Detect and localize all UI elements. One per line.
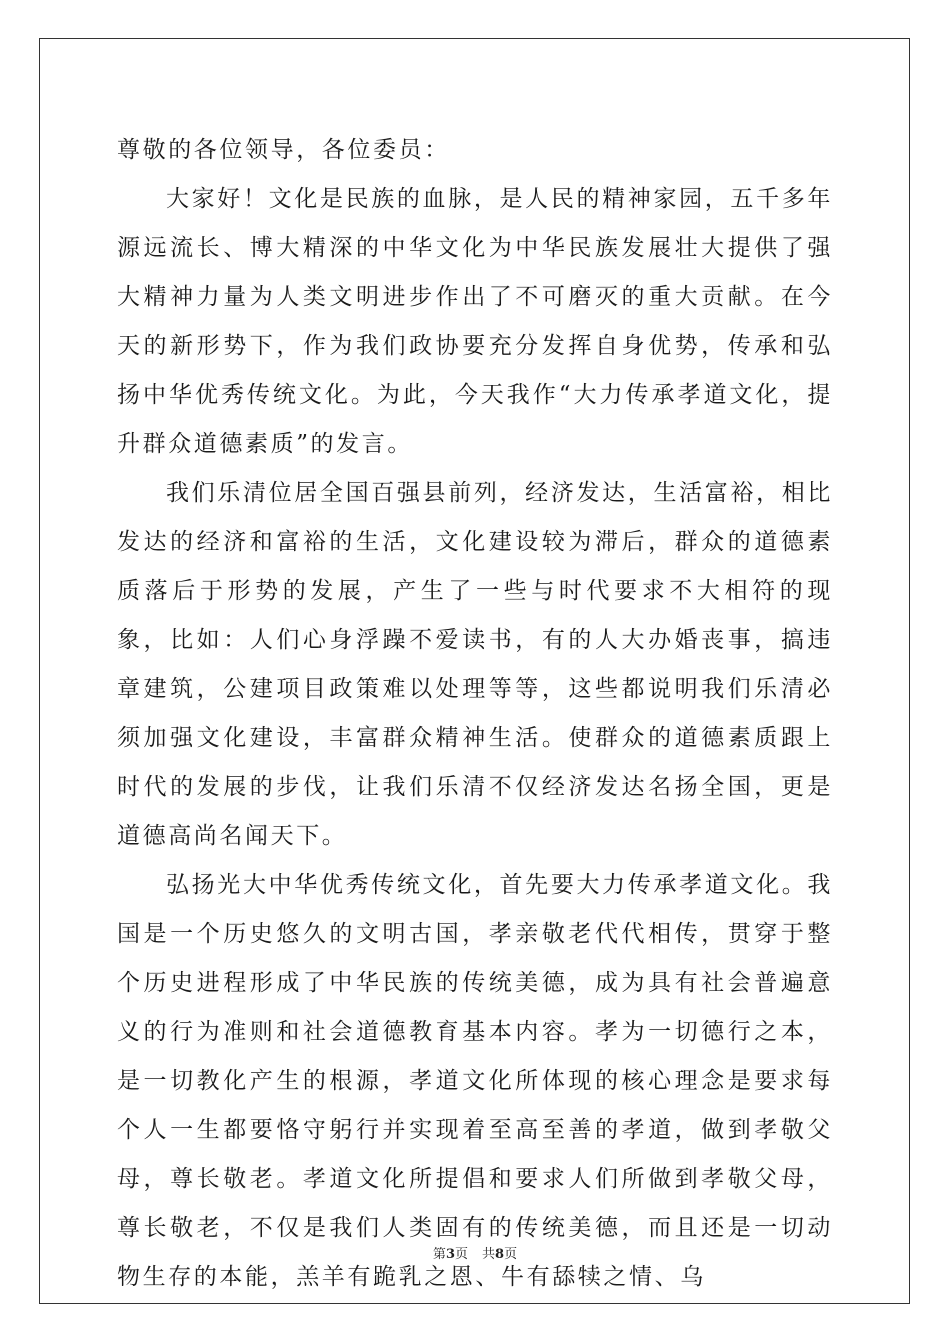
salutation: 尊敬的各位领导，各位委员：	[117, 137, 450, 163]
page-number: 3	[445, 1247, 455, 1262]
paragraph-filial-piety: 弘扬光大中华优秀传统文化，首先要大力传承孝道文化。我国是一个历史悠久的文明古国，孝亲敬老代代相传，贯穿于整个历史进程形成了中华民族的传统美德，成为具有社会普遍意义的行为准则和社会道德教育基本内容。孝为一切德行之本，是一切教化产生的根源，孝道文化所体现的核心理念是要求每个人一生都要恪守躬行并实现着至高至善的孝道，做到孝敬父母，尊长敬老。孝道文化所提倡和要求人们所做到孝敬父母，尊长敬老，不仅是我们人类固有的传统美德，而且还是一切动物生存的本能，羔羊有跪乳之恩、牛有舔犊之情、乌	[117, 872, 833, 1290]
page-prefix: 第	[432, 1247, 446, 1262]
paragraph-yueqing-situation: 我们乐清位居全国百强县前列，经济发达，生活富裕，相比发达的经济和富裕的生活，文化建设较为滞后，群众的道德素质落后于形势的发展，产生了一些与时代要求不大相符的现象，比如：人们心身浮躁不爱读书，有的人大办婚丧事，搞违章建筑，公建项目政策难以处理等等，这些都说明我们乐清必须加强文化建设，丰富群众精神生活。使群众的道德素质跟上时代的发展的步伐，让我们乐清不仅经济发达名扬全国，更是道德高尚名闻天下。	[117, 480, 833, 849]
total-pages: 8	[495, 1247, 505, 1262]
total-prefix: 共	[482, 1247, 496, 1262]
page-suffix: 页	[454, 1247, 468, 1262]
total-suffix: 页	[504, 1247, 518, 1262]
page-footer	[0, 1247, 950, 1263]
paragraph-greeting: 大家好！文化是民族的血脉，是人民的精神家园，五千多年源远流长、博大精深的中华文化为中华民族发展壮大提供了强大精神力量为人类文明进步作出了不可磨灭的重大贡献。在今天的新形势下，作为我们政协要充分发挥自身优势，传承和弘扬中华优秀传统文化。为此，今天我作“大力传承孝道文化，提升群众道德素质”的发言。	[117, 186, 833, 457]
document-body	[117, 126, 833, 1302]
